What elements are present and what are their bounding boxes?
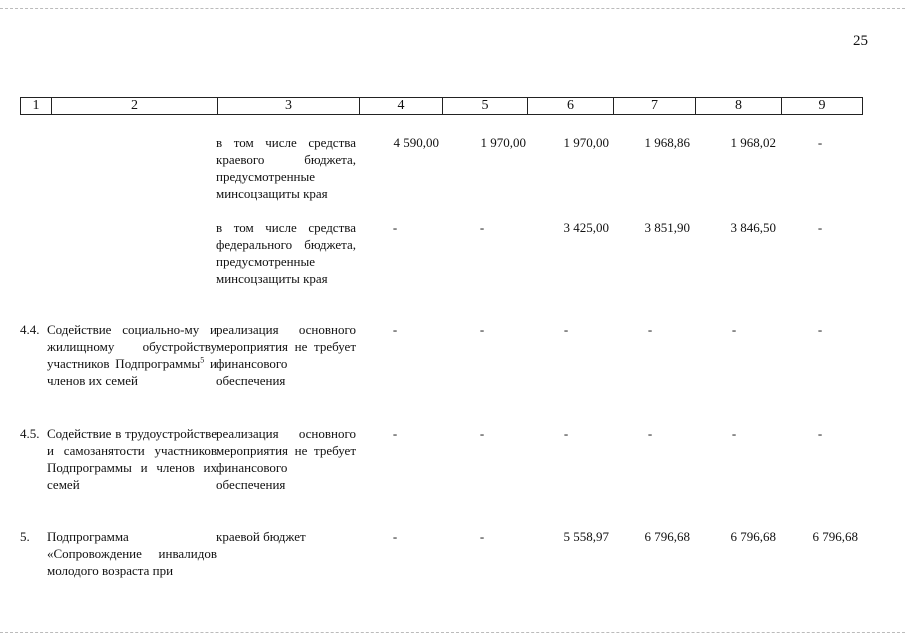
row2-source: в том числе средства федерального бюджета, предусмотренные минсоцзащиты края: [216, 220, 356, 286]
row1-col5: 1 970,00: [480, 135, 526, 150]
row4-col9: -: [817, 426, 823, 441]
row1-col8: 1 968,02: [730, 135, 776, 150]
row3-col7: -: [647, 322, 653, 337]
row3-name-tail: и членов их семей: [47, 356, 217, 388]
header-col-9: 9: [781, 97, 863, 115]
row4-col8: -: [731, 426, 737, 441]
row3-col8: -: [731, 322, 737, 337]
row4-col4: -: [392, 426, 398, 441]
row5-name: Подпрограмма «Сопровождение инвалидов молодого возраста при: [47, 529, 217, 578]
row2-col4: -: [392, 220, 398, 235]
row2-col6: 3 425,00: [563, 220, 609, 235]
row3-name: [47, 321, 217, 389]
row3-name-text: Содействие социально-му и жилищному обустройству участников Подпрограммы: [47, 322, 217, 371]
row1-col4: 4 590,00: [393, 135, 439, 150]
row5-col6: 5 558,97: [563, 529, 609, 544]
row5-col9: 6 796,68: [812, 529, 858, 544]
header-col-3: 3: [217, 97, 359, 115]
row2-col8: 3 846,50: [730, 220, 776, 235]
page-number: 25: [853, 33, 868, 49]
row5-col4: -: [392, 529, 398, 544]
row5-col7: 6 796,68: [644, 529, 690, 544]
row5-number: 5.: [20, 529, 30, 544]
row4-number: 4.5.: [20, 426, 40, 441]
row3-col6: -: [563, 322, 569, 337]
header-col-7: 7: [613, 97, 695, 115]
row2-col7: 3 851,90: [644, 220, 690, 235]
row3-source: реализация основного мероприятия не требует финансового обеспечения: [216, 322, 356, 388]
row1-source: в том числе средства краевого бюджета, предусмотренные минсоцзащиты края: [216, 135, 356, 201]
row1-col7: 1 968,86: [644, 135, 690, 150]
row5-col8: 6 796,68: [730, 529, 776, 544]
row3-col4: -: [392, 322, 398, 337]
header-col-4: 4: [359, 97, 442, 115]
header-col-8: 8: [695, 97, 781, 115]
bottom-scan-line: [0, 632, 905, 633]
row4-source: реализация основного мероприятия не требует финансового обеспечения: [216, 426, 356, 492]
header-col-5: 5: [442, 97, 527, 115]
row1-col9: -: [817, 135, 823, 150]
row4-col6: -: [563, 426, 569, 441]
top-scan-line: [0, 8, 905, 9]
row5-source: краевой бюджет: [216, 529, 306, 544]
row4-col7: -: [647, 426, 653, 441]
header-col-2: 2: [51, 97, 217, 115]
row3-col5: -: [479, 322, 485, 337]
row3-col9: -: [817, 322, 823, 337]
header-col-1: 1: [20, 97, 51, 115]
row4-name: Содействие в трудоустройстве и самозанятости участников Подпрограммы и членов их семей: [47, 426, 217, 492]
row3-footnote-mark: 5: [200, 355, 205, 365]
row2-col9: -: [817, 220, 823, 235]
header-col-6: 6: [527, 97, 613, 115]
row1-col6: 1 970,00: [563, 135, 609, 150]
row5-col5: -: [479, 529, 485, 544]
row4-col5: -: [479, 426, 485, 441]
row3-number: 4.4.: [20, 322, 40, 337]
row2-col5: -: [479, 220, 485, 235]
